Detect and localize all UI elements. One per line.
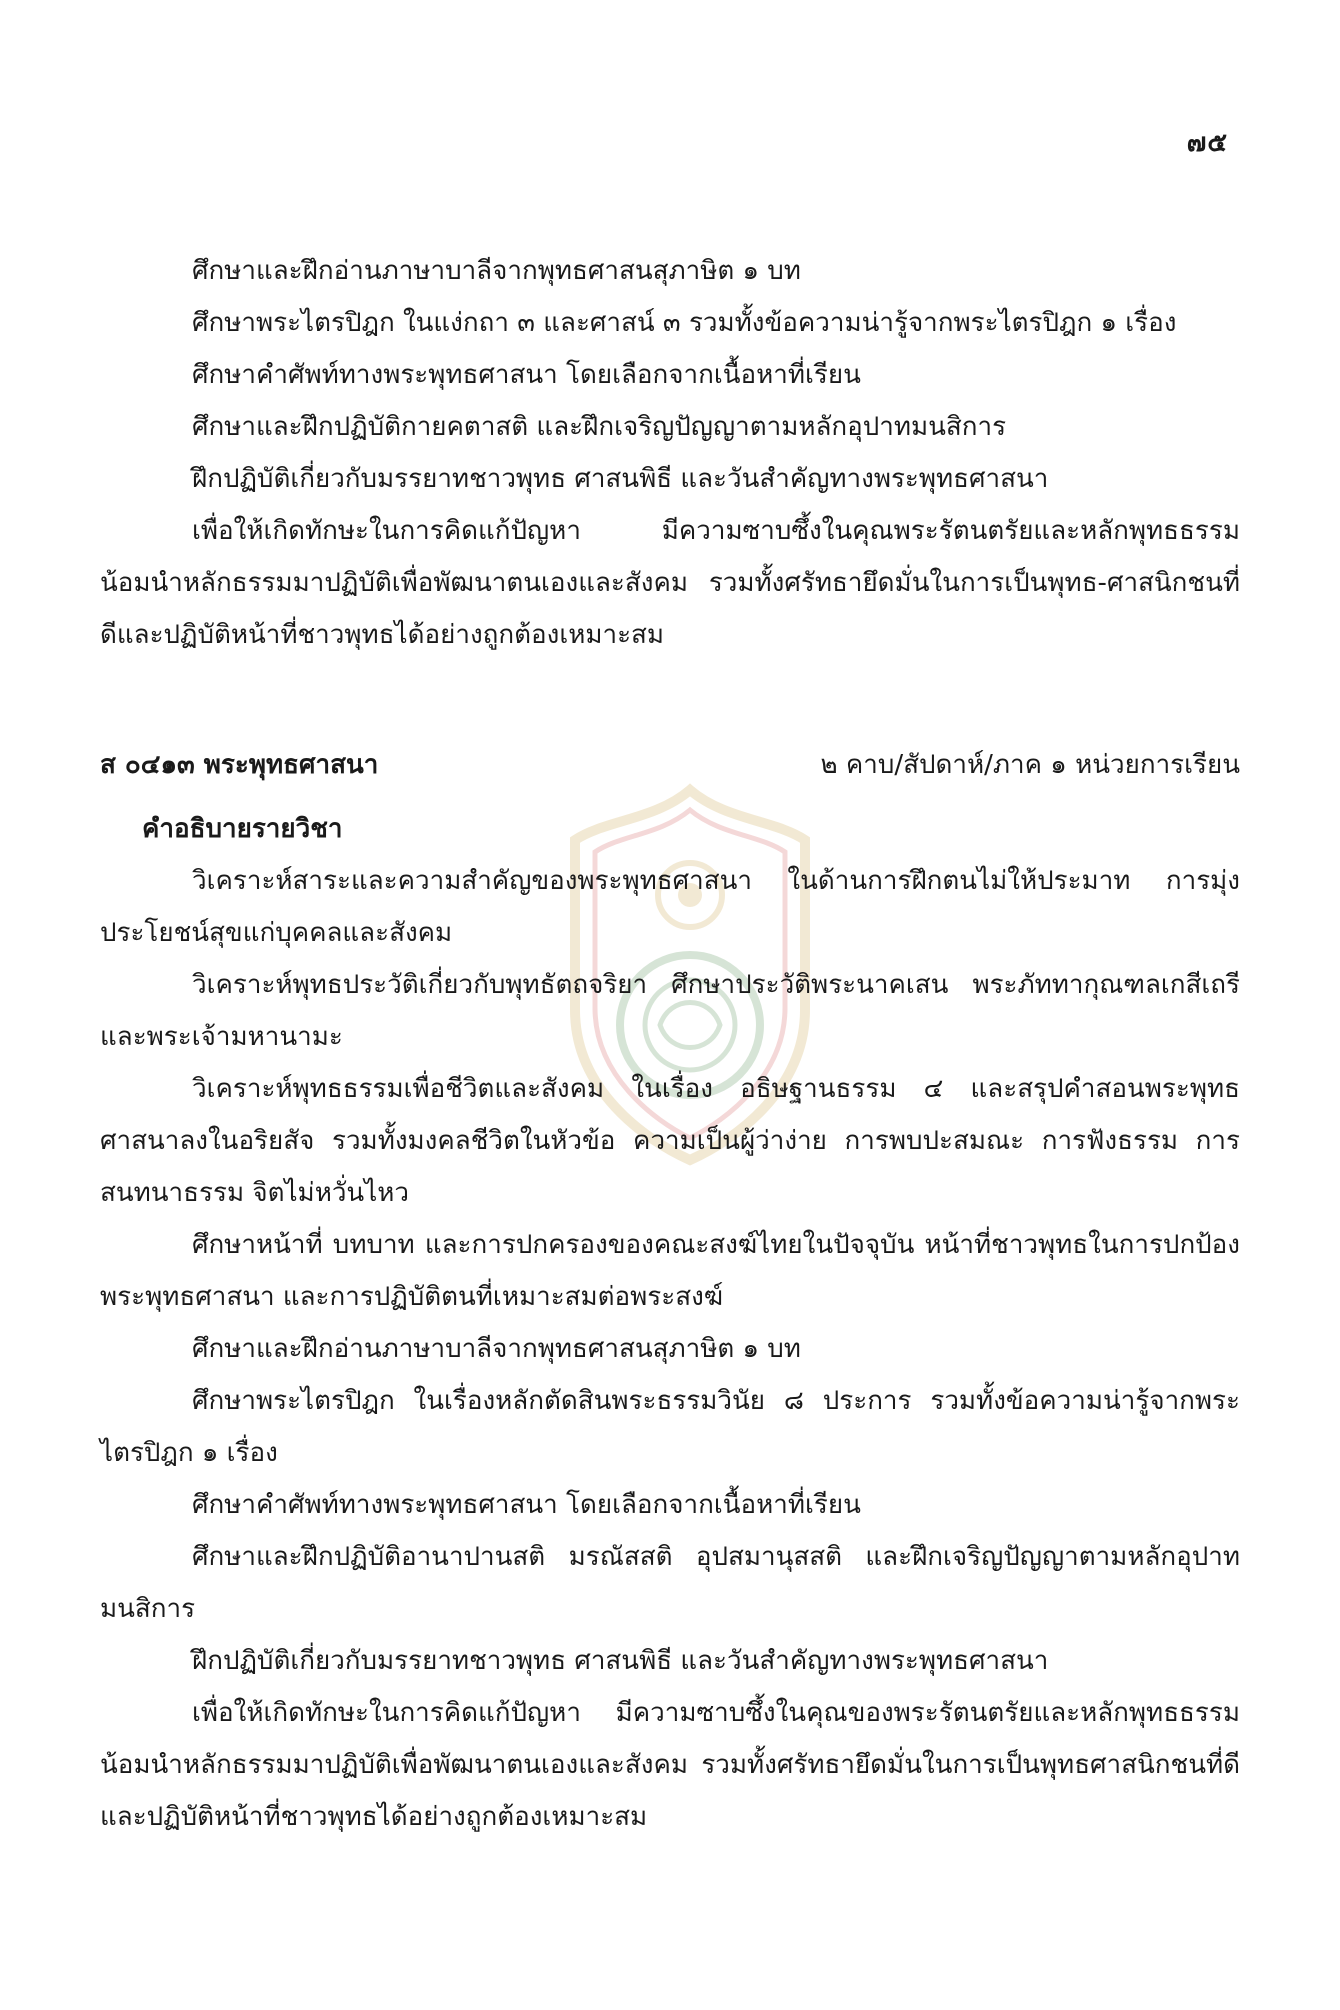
course-header [100,739,1240,791]
paragraph: เพื่อให้เกิดทักษะในการคิดแก้ปัญหา มีความซาบซึ้งในคุณพระรัตนตรัยและหลักพุทธธรรม น้อมนำหลักธรรมมาปฏิบัติเพื่อพัฒนาตนเองและสังคม รวมทั้งศรัทธายึดมั่นในการเป็นพุทธ-ศาสนิกชนที่ดีและปฏิบัติหน้าที่ชาวพุทธได้อย่างถูกต้องเหมาะสม [100,516,1240,650]
page-number: ๗๕ [1186,128,1228,158]
paragraph: เพื่อให้เกิดทักษะในการคิดแก้ปัญหา มีความซาบซึ้งในคุณของพระรัตนตรัยและหลักพุทธธรรม น้อมนำหลักธรรมมาปฏิบัติเพื่อพัฒนาตนเองและสังคม รวมทั้งศรัทธายึดมั่นในการเป็นพุทธศาสนิกชนที่ดี และปฏิบัติหน้าที่ชาวพุทธได้อย่างถูกต้องเหมาะสม [100,1698,1240,1832]
paragraph: ศึกษาพระไตรปิฎก ในแง่กถา ๓ และศาสน์ ๓ รวมทั้งข้อความน่ารู้จากพระไตรปิฎก ๑ เรื่อง [192,308,1177,338]
paragraph: ศึกษาและฝึกอ่านภาษาบาลีจากพุทธศาสนสุภาษิต ๑ บท [192,256,801,286]
description-heading: คำอธิบายรายวิชา [142,814,343,844]
paragraph: ศึกษาคำศัพท์ทางพระพุทธศาสนา โดยเลือกจากเนื้อหาที่เรียน [192,1490,861,1520]
paragraph: ศึกษาและฝึกปฏิบัติอานาปานสติ มรณัสสติ อุปสมานุสสติ และฝึกเจริญปัญญาตามหลักอุปาทมนสิการ [100,1542,1240,1624]
paragraph: ฝึกปฏิบัติเกี่ยวกับมรรยาทชาวพุทธ ศาสนพิธี และวันสำคัญทางพระพุทธศาสนา [192,464,1049,494]
paragraph: ศึกษาหน้าที่ บทบาท และการปกครองของคณะสงฆ์ไทยในปัจจุบัน หน้าที่ชาวพุทธในการปกป้องพระพุทธศาสนา และการปฏิบัติตนที่เหมาะสมต่อพระสงฆ์ [100,1230,1240,1312]
paragraph: วิเคราะห์สาระและความสำคัญของพระพุทธศาสนา ในด้านการฝึกตนไม่ให้ประมาท การมุ่งประโยชน์สุขแก่บุคคลและสังคม [100,866,1240,948]
paragraph: ศึกษาและฝึกปฏิบัติกายคตาสติ และฝึกเจริญปัญญาตามหลักอุปาทมนสิการ [192,412,1007,442]
paragraph: ศึกษาพระไตรปิฎก ในเรื่องหลักตัดสินพระธรรมวินัย ๘ ประการ รวมทั้งข้อความน่ารู้จากพระไตรปิฎก ๑ เรื่อง [100,1386,1240,1468]
course-credit: ๒ คาบ/สัปดาห์/ภาค ๑ หน่วยการเรียน [820,750,1240,780]
course-code-title: ส ๐๔๑๓ พระพุทธศาสนา [100,750,379,780]
document-body [100,245,1240,1843]
paragraph: ศึกษาคำศัพท์ทางพระพุทธศาสนา โดยเลือกจากเนื้อหาที่เรียน [192,360,861,390]
paragraph: วิเคราะห์พุทธประวัติเกี่ยวกับพุทธัตถจริยา ศึกษาประวัติพระนาคเสน พระภัททากุณฑลเกสีเถรี และพระเจ้ามหานามะ [100,970,1240,1052]
paragraph: ฝึกปฏิบัติเกี่ยวกับมรรยาทชาวพุทธ ศาสนพิธี และวันสำคัญทางพระพุทธศาสนา [192,1646,1049,1676]
section-spacer [100,661,1240,739]
paragraph: วิเคราะห์พุทธธรรมเพื่อชีวิตและสังคม ในเรื่อง อธิษฐานธรรม ๔ และสรุปคำสอนพระพุทธศาสนาลงในอริยสัจ รวมทั้งมงคลชีวิตในหัวข้อ ความเป็นผู้ว่าง่าย การพบปะสมณะ การฟังธรรม การสนทนาธรรม จิตไม่หวั่นไหว [100,1074,1240,1208]
paragraph: ศึกษาและฝึกอ่านภาษาบาลีจากพุทธศาสนสุภาษิต ๑ บท [192,1334,801,1364]
